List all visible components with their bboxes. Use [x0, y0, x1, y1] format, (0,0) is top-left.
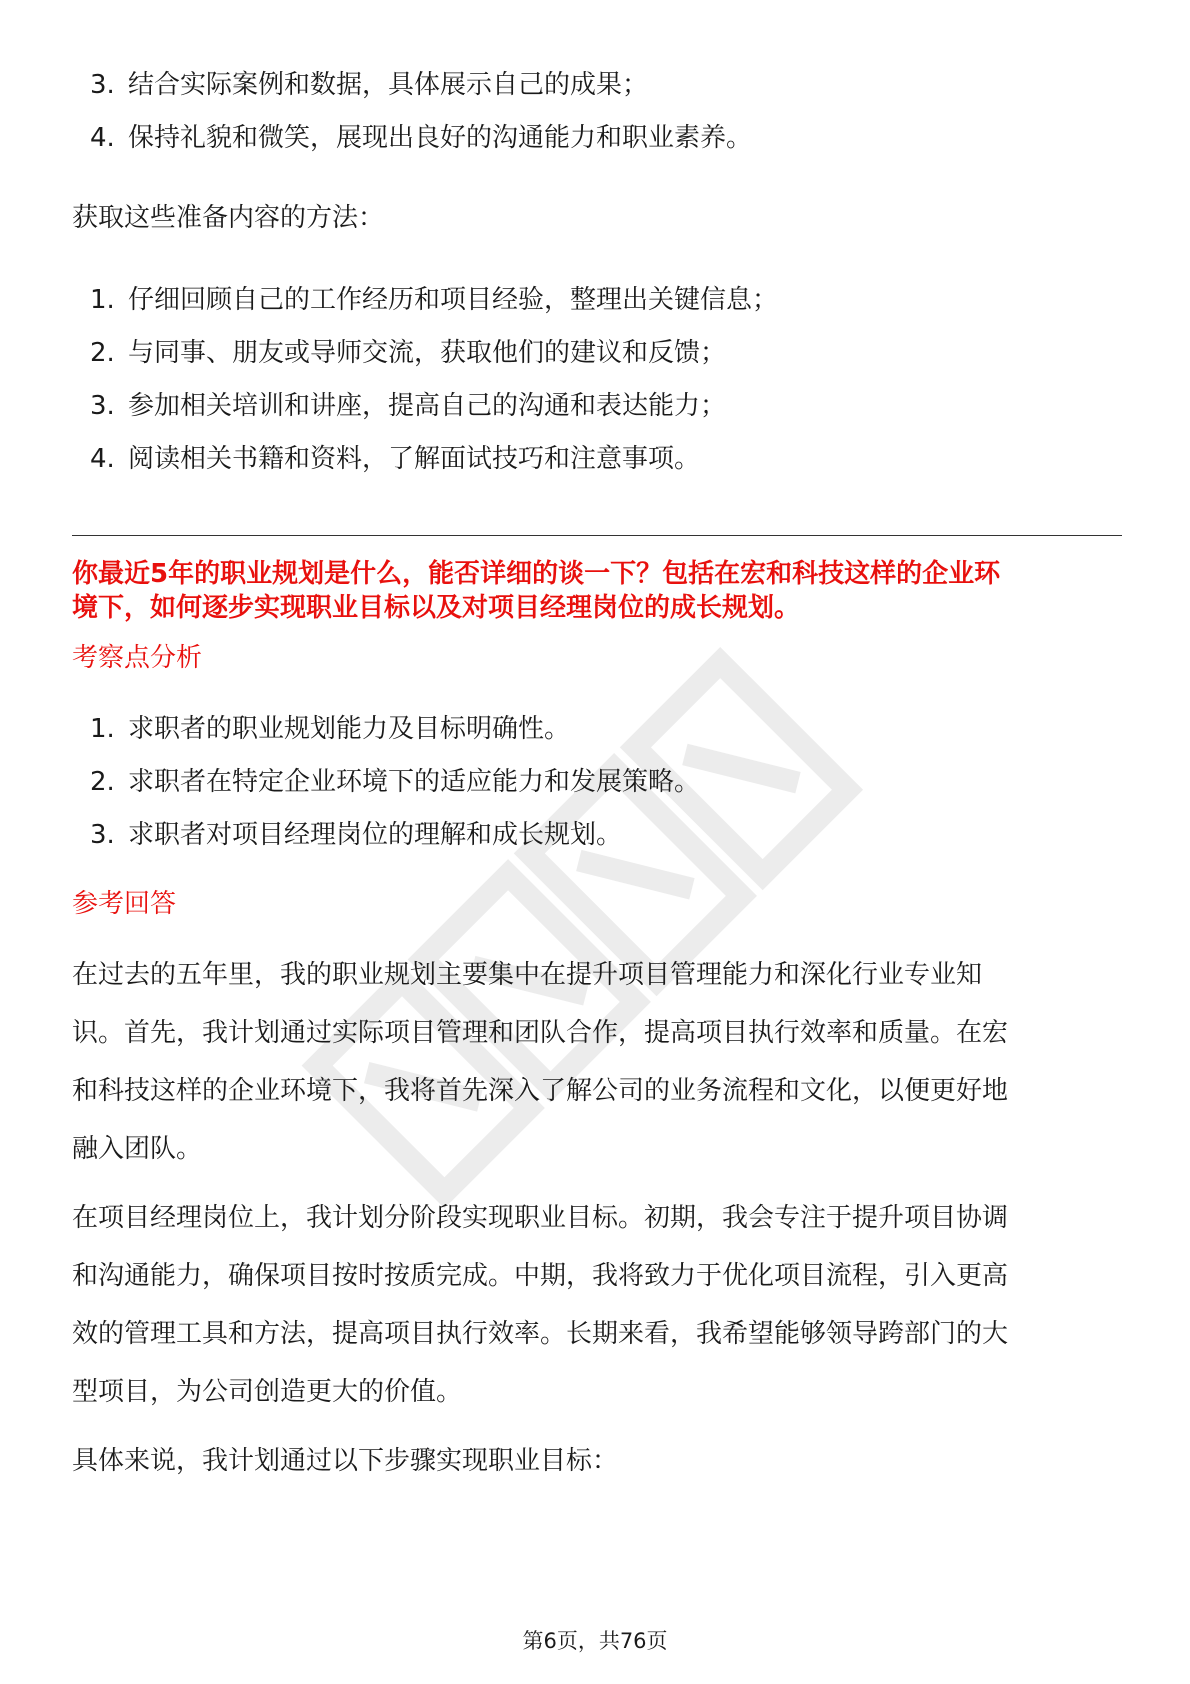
- list-number: 4.: [90, 444, 115, 474]
- paragraph-line: 具体来说，我计划通过以下步骤实现职业目标：: [72, 1446, 619, 1476]
- list-text: 仔细回顾自己的工作经历和项目经验，整理出关键信息；: [128, 285, 779, 315]
- paragraph-line: 在过去的五年里，我的职业规划主要集中在提升项目管理能力和深化行业专业知: [72, 960, 983, 990]
- list-item: [90, 818, 622, 852]
- list-text: 与同事、朋友或导师交流，获取他们的建议和反馈；: [128, 338, 727, 368]
- paragraph-line: 型项目，为公司创造更大的价值。: [72, 1377, 463, 1407]
- list-number: 3.: [90, 70, 115, 100]
- paragraph-line: 融入团队。: [72, 1134, 203, 1164]
- answer-heading: 参考回答: [72, 889, 177, 919]
- list-item: [90, 336, 726, 370]
- paragraph-line: 和科技这样的企业环境下，我将首先深入了解公司的业务流程和文化，以便更好地: [72, 1076, 1009, 1106]
- list-number: 1.: [90, 285, 115, 315]
- list-text: 结合实际案例和数据，具体展示自己的成果；: [128, 70, 649, 100]
- question-line: 你最近5年的职业规划是什么，能否详细的谈一下？包括在宏和科技这样的企业环: [72, 559, 1001, 589]
- list-item: [90, 68, 648, 102]
- list-number: 2.: [90, 338, 115, 368]
- list-text: 求职者在特定企业环境下的适应能力和发展策略。: [128, 767, 701, 797]
- paragraph-line: 识。首先，我计划通过实际项目管理和团队合作，提高项目执行效率和质量。在宏: [72, 1018, 1009, 1048]
- list-number: 2.: [90, 767, 115, 797]
- list-item: [90, 389, 726, 423]
- answer-paragraph: [72, 1432, 1122, 1490]
- analysis-heading: 考察点分析: [72, 643, 203, 673]
- interview-question: [72, 557, 1122, 625]
- list-item: [90, 283, 778, 317]
- methods-intro-text: 获取这些准备内容的方法：: [72, 203, 385, 233]
- list-number: 1.: [90, 714, 115, 744]
- methods-intro: [72, 189, 1122, 247]
- list-text: 参加相关培训和讲座，提高自己的沟通和表达能力；: [128, 391, 727, 421]
- question-line: 境下，如何逐步实现职业目标以及对项目经理岗位的成长规划。: [72, 593, 801, 623]
- list-item: [90, 121, 752, 155]
- section-divider: [72, 535, 1122, 536]
- paragraph-line: 效的管理工具和方法，提高项目执行效率。长期来看，我希望能够领导跨部门的大: [72, 1319, 1009, 1349]
- paragraph-line: 在项目经理岗位上，我计划分阶段实现职业目标。初期，我会专注于提升项目协调: [72, 1203, 1009, 1233]
- answer-paragraph: [72, 946, 1122, 1178]
- list-number: 3.: [90, 391, 115, 421]
- paragraph-line: 和沟通能力，确保项目按时按质完成。中期，我将致力于优化项目流程，引入更高: [72, 1261, 1009, 1291]
- page-footer: 第6页，共76页: [522, 1629, 668, 1653]
- list-text: 求职者的职业规划能力及目标明确性。: [128, 714, 571, 744]
- list-item: [90, 712, 570, 746]
- list-text: 求职者对项目经理岗位的理解和成长规划。: [128, 820, 623, 850]
- list-item: [90, 442, 700, 476]
- answer-paragraph: [72, 1189, 1122, 1421]
- list-text: 阅读相关书籍和资料，了解面试技巧和注意事项。: [128, 444, 701, 474]
- list-number: 4.: [90, 123, 115, 153]
- list-item: [90, 765, 700, 799]
- list-number: 3.: [90, 820, 115, 850]
- list-text: 保持礼貌和微笑，展现出良好的沟通能力和职业素养。: [128, 123, 753, 153]
